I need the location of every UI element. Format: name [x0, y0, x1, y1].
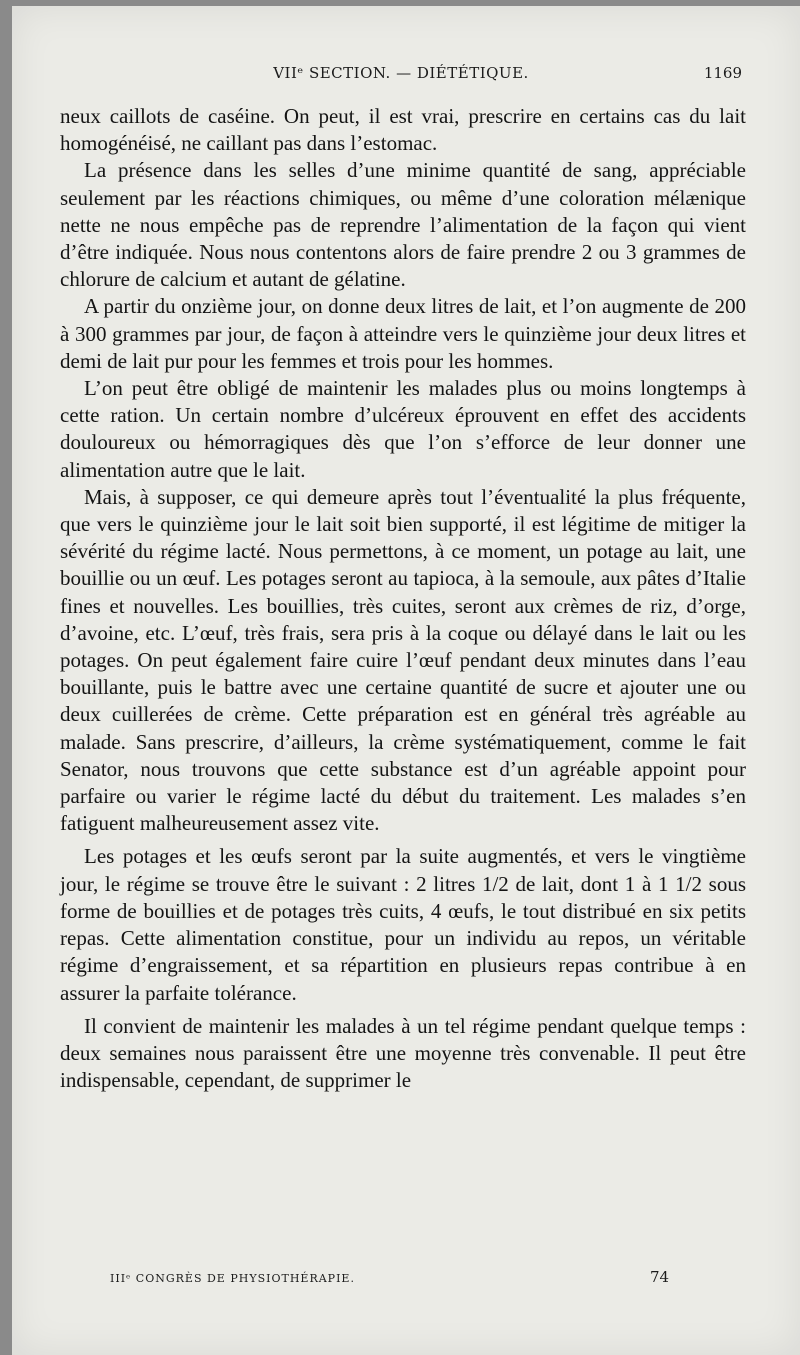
signature-number: 74 — [650, 1268, 670, 1286]
running-header — [60, 64, 742, 94]
paragraph: Les potages et les œufs seront par la suite augmentés, et vers le vingtième jour, le régime se trouve être le suivant : 2 litres 1/2 de lait, dont 1 à 1 1/2 sous forme de bouillies et de potages très cuits, 4 œufs, le tout distribué en six petits repas. Cette alimentation constitue, pour un individu au repos, un véritable régime d’engraissement, et sa répartition en plusieurs repas contribue à en assurer la parfaite tolérance. — [60, 844, 746, 1005]
printer-signature — [60, 1268, 742, 1292]
book-page — [12, 6, 800, 1355]
paragraph: Il convient de maintenir les malades à un tel régime pendant quelque temps : deux semaines nous paraissent être une moyenne très convenable. Il peut être indispensable, cependant, de supprimer le — [60, 1013, 746, 1093]
paragraph: Mais, à supposer, ce qui demeure après tout l’éventualité la plus fréquente, que vers le quinzième jour le lait soit bien supporté, il est légitime de mitiger la sévérité du régime lacté. Nous permettons, à ce moment, un potage au lait, une bouillie ou un œuf. Les potages seront au tapioca, à la semoule, aux pâtes d’Italie fines et nouvelles. Les bouillies, très cuites, seront aux crèmes de riz, d’orge, d’avoine, etc. L’œuf, très frais, sera pris à la coque ou délayé dans le lait ou les potages. On peut également faire cuire l’œuf pendant deux minutes dans l’eau bouillante, puis le battre avec une certaine quantité de sucre et ajouter une ou deux cuillerées de crème. Cette préparation est en général très agréable au malade. Sans prescrire, d’ailleurs, la crème systématiquement, comme le fait Senator, nous trouvons que cette substance est d’un agréable appoint pour parfaire ou varier le régime lacté du début du traitement. Les malades s’en fatiguent malheureusement assez vite. — [60, 484, 746, 836]
signature-text: IIIᵉ CONGRÈS DE PHYSIOTHÉRAPIE. — [110, 1272, 355, 1285]
paragraph: L’on peut être obligé de maintenir les malades plus ou moins longtemps à cette ration. Un certain nombre d’ulcéreux éprouvent en effet des accidents douloureux ou hémorragiques dès que l’on s’efforce de leur donner une alimentation autre que le lait. — [60, 376, 746, 482]
paragraph: A partir du onzième jour, on donne deux litres de lait, et l’on augmente de 200 à 300 grammes par jour, de façon à atteindre vers le quinzième jour deux litres et demi de lait pur pour les femmes et trois pour les hommes. — [60, 294, 746, 373]
running-title: VIIᵉ SECTION. — DIÉTÉTIQUE. — [273, 64, 529, 82]
page-number: 1169 — [703, 64, 742, 82]
paragraph: La présence dans les selles d’une minime quantité de sang, appréciable seulement par les réactions chimiques, ou même d’une coloration mélænique nette ne nous empêche pas de reprendre l’alimentation de la façon qui vient d’être indiquée. Nous nous contentons alors de faire prendre 2 ou 3 grammes de chlorure de calcium et autant de gélatine. — [60, 158, 746, 292]
body-text — [60, 103, 746, 1094]
paragraph-continued: neux caillots de caséine. On peut, il est vrai, prescrire en certains cas du lait homogénéisé, ne caillant pas dans l’estomac. — [60, 104, 746, 156]
